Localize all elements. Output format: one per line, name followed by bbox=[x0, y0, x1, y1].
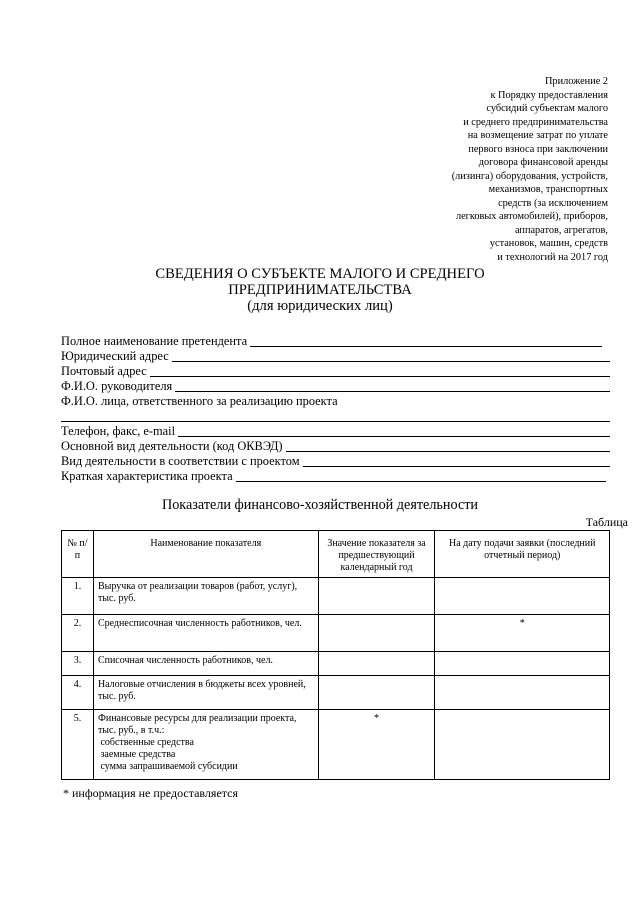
fill-line[interactable] bbox=[175, 391, 610, 392]
appendix-line: и среднего предпринимательства bbox=[463, 116, 608, 128]
applicant-fields bbox=[61, 334, 610, 484]
row-current-value[interactable] bbox=[435, 652, 610, 676]
row-num: 3. bbox=[62, 652, 94, 676]
field-legal-address[interactable] bbox=[61, 349, 610, 364]
row-name bbox=[93, 710, 318, 780]
section-title: Показатели финансово-хозяйственной деятельности bbox=[161, 497, 479, 513]
row-sub-own-funds: собственные средства bbox=[97, 737, 194, 748]
footnote: * информация не предоставляется bbox=[63, 786, 239, 800]
fill-line[interactable] bbox=[178, 436, 610, 437]
field-label: Телефон, факс, e-mail bbox=[61, 424, 176, 438]
row-prev-value[interactable] bbox=[318, 652, 435, 676]
appendix-line: на возмещение затрат по уплате bbox=[467, 130, 608, 141]
header-num: № п/п bbox=[62, 531, 94, 578]
appendix-line: средств (за исключением bbox=[498, 197, 608, 209]
field-responsible-line[interactable] bbox=[61, 409, 610, 424]
field-label: Юридический адрес bbox=[61, 349, 169, 363]
row-current-value[interactable] bbox=[435, 676, 610, 710]
appendix-line: Приложение 2 bbox=[545, 76, 608, 87]
row-name: Списочная численность работников, чел. bbox=[93, 652, 318, 676]
field-label: Почтовый адрес bbox=[61, 364, 147, 378]
title-line-3: (для юридических лиц) bbox=[247, 298, 393, 314]
appendix-line: установок, машин, средств bbox=[489, 238, 608, 249]
appendix-line: легковых автомобилей), приборов, bbox=[455, 211, 608, 222]
field-okved[interactable] bbox=[61, 439, 610, 454]
row-current-value[interactable]: * bbox=[435, 615, 610, 652]
row-name: Выручка от реализации товаров (работ, услуг), тыс. руб. bbox=[93, 578, 318, 615]
header-prev-year: Значение показателя за предшествующий календарный год bbox=[318, 531, 435, 578]
row-prev-value[interactable]: * bbox=[318, 710, 435, 780]
fill-line[interactable] bbox=[61, 421, 610, 422]
fill-line[interactable] bbox=[286, 451, 610, 452]
field-label: Краткая характеристика проекта bbox=[61, 469, 233, 483]
row-name: Среднесписочная численность работников, чел. bbox=[93, 615, 318, 652]
table-row bbox=[62, 676, 610, 710]
field-responsible bbox=[61, 394, 610, 409]
row-num: 2. bbox=[62, 615, 94, 652]
document-title bbox=[0, 266, 640, 314]
field-label: Ф.И.О. лица, ответственного за реализацию проекта bbox=[61, 394, 338, 408]
field-full-name[interactable] bbox=[61, 334, 610, 349]
fill-line[interactable] bbox=[303, 466, 610, 467]
financial-indicators-table bbox=[61, 530, 610, 780]
fill-line[interactable] bbox=[150, 376, 610, 377]
row-num: 1. bbox=[62, 578, 94, 615]
header-name: Наименование показателя bbox=[93, 531, 318, 578]
row-current-value[interactable] bbox=[435, 578, 610, 615]
fill-line[interactable] bbox=[236, 481, 606, 482]
appendix-line: к Порядку предоставления bbox=[490, 89, 608, 101]
table-caption: Таблица bbox=[585, 515, 628, 529]
appendix-line: и технологий на 2017 год bbox=[497, 251, 608, 263]
row-num: 5. bbox=[62, 710, 94, 780]
row-prev-value[interactable] bbox=[318, 578, 435, 615]
row-prev-value[interactable] bbox=[318, 615, 435, 652]
field-project-summary[interactable] bbox=[61, 469, 610, 484]
field-director[interactable] bbox=[61, 379, 610, 394]
appendix-line: механизмов, транспортных bbox=[488, 184, 608, 195]
field-project-activity[interactable] bbox=[61, 454, 610, 469]
fill-line[interactable] bbox=[250, 346, 602, 347]
fill-line[interactable] bbox=[172, 361, 610, 362]
row-name: Налоговые отчисления в бюджеты всех уровней, тыс. руб. bbox=[93, 676, 318, 710]
field-label: Вид деятельности в соответствии с проектом bbox=[61, 454, 300, 468]
row-current-value[interactable] bbox=[435, 710, 610, 780]
table-header-row bbox=[62, 531, 610, 578]
table-row bbox=[62, 615, 610, 652]
field-label: Ф.И.О. руководителя bbox=[61, 379, 173, 393]
field-postal-address[interactable] bbox=[61, 364, 610, 379]
row-num: 4. bbox=[62, 676, 94, 710]
row-sub-borrowed-funds: заемные средства bbox=[97, 749, 176, 760]
header-current: На дату подачи заявки (последний отчетный период) bbox=[435, 531, 610, 578]
field-label: Полное наименование претендента bbox=[61, 334, 248, 348]
appendix-header bbox=[300, 75, 608, 264]
appendix-line: аппаратов, агрегатов, bbox=[515, 224, 608, 236]
row-name-main: Финансовые ресурсы для реализации проекта, тыс. руб., в т.ч.: bbox=[97, 713, 297, 736]
table-row bbox=[62, 652, 610, 676]
appendix-line: первого взноса при заключении bbox=[468, 143, 608, 155]
row-sub-subsidy: сумма запрашиваемой субсидии bbox=[97, 761, 238, 772]
appendix-line: субсидий субъектам малого bbox=[486, 103, 608, 114]
title-line-1: СВЕДЕНИЯ О СУБЪЕКТЕ МАЛОГО И СРЕДНЕГО bbox=[155, 266, 485, 282]
table-row bbox=[62, 578, 610, 615]
row-prev-value[interactable] bbox=[318, 676, 435, 710]
field-contacts[interactable] bbox=[61, 424, 610, 439]
table-row bbox=[62, 710, 610, 780]
title-line-2: ПРЕДПРИНИМАТЕЛЬСТВА bbox=[228, 282, 412, 298]
appendix-line: (лизинга) оборудования, устройств, bbox=[451, 170, 608, 182]
field-label: Основной вид деятельности (код ОКВЭД) bbox=[61, 439, 283, 453]
appendix-line: договора финансовой аренды bbox=[478, 157, 608, 168]
